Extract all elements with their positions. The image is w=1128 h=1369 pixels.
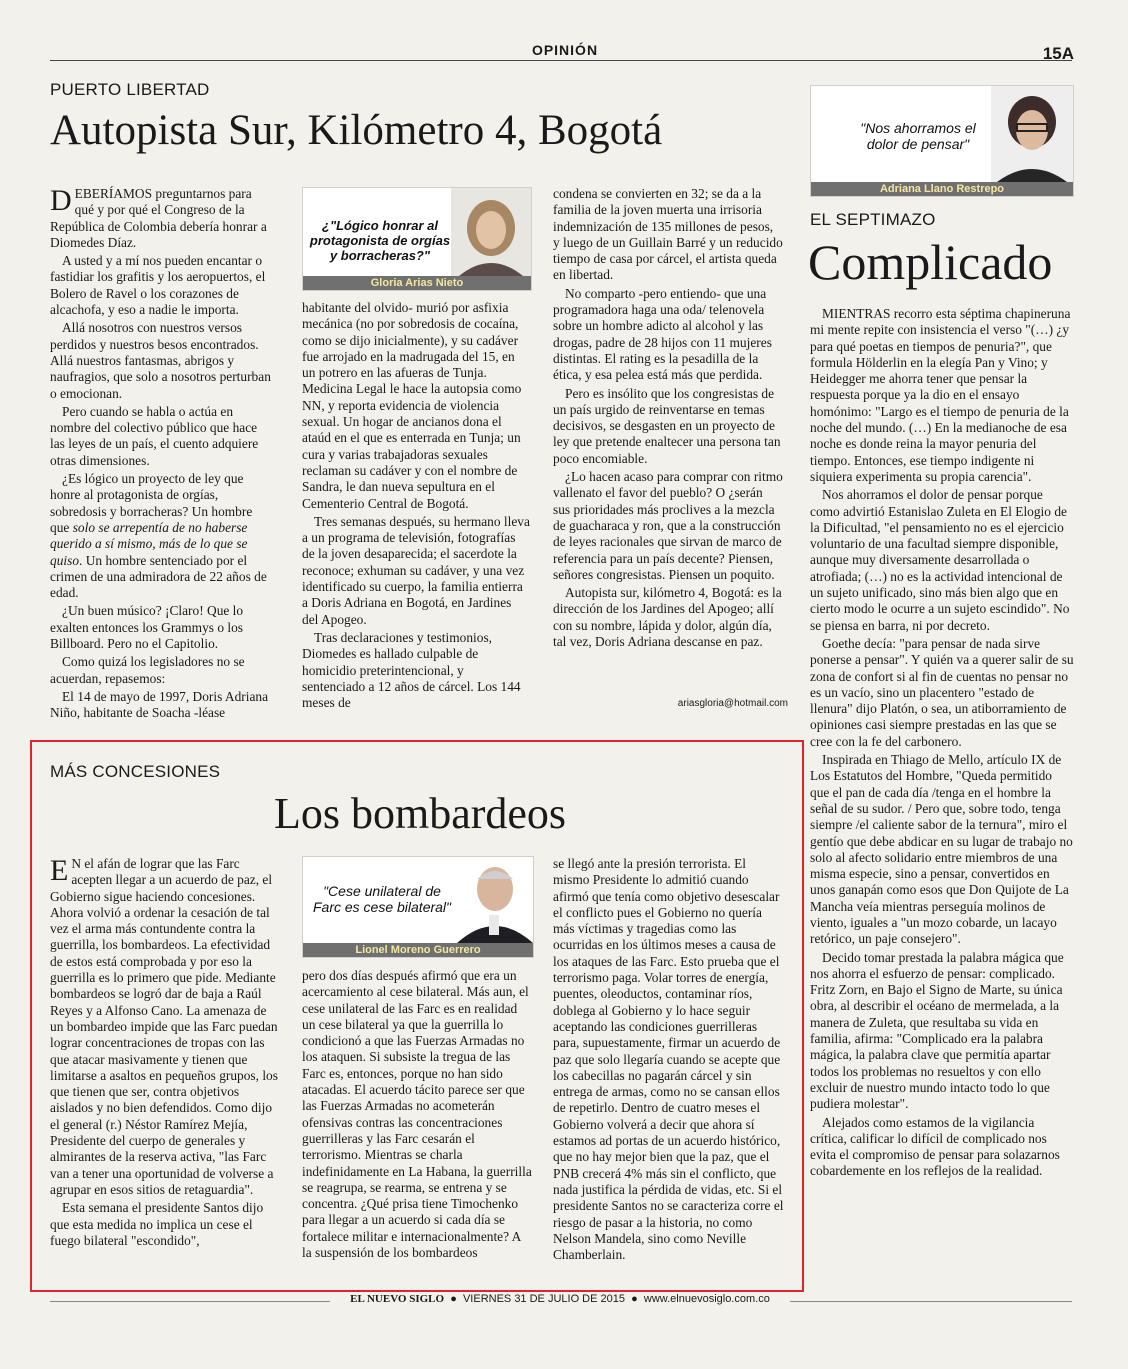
- author-photo: [451, 188, 531, 276]
- article1-paragraph: habitante del olvido- murió por asfixia mecánica (no por sobredosis de cocaína, como se dijo inicialmente), y su cadáver fue arrojado en la madrugada del 15, en un potrero en las afueras de Tunja. Medicina Legal le hace la autopsia como NN, y reporta evidencia de violencia sexual. Un hogar de ancianos dona el ataúd en el que es enterrada en Tunja; un cura y varias trabajadoras sexuales reclaman su cadáver y con el nombre de Sandra, le dan nueva sepultura en el Cementerio Central de Bogotá.: [302, 300, 522, 511]
- article1-pull-quote: ¿"Lógico honrar al protagonista de orgías y borracheras?": [309, 218, 451, 263]
- article1-paragraph: Tres semanas después, su hermano lleva a un programa de televisión, fotografías de la joven desaparecida; el sacerdote la reconoce; exhuman su cadáver, y una vez identificado su cuerpo, la familia entierra a Doris Adriana en Bogotá, en Jardines del Apogeo.: [302, 513, 530, 627]
- article1-paragraph: Tras declaraciones y testimonios, Diomedes es hallado culpable de homicidio preterintencional, y sentenciado a 12 años de cárcel. Los 144 meses de: [302, 629, 521, 711]
- article2-kicker: EL SEPTIMAZO: [810, 210, 936, 229]
- article1-paragraph: A usted y a mí nos pueden encantar o fastidiar los grafitis y los aeropuertos, el Bolero de Ravel o los corazones de alcachofa, y eso a nadie le importa.: [50, 253, 266, 318]
- author-email[interactable]: ariasgloria@hotmail.com: [677, 698, 788, 709]
- page-number: 15A: [1042, 44, 1074, 63]
- article3-paragraph: pero dos días después afirmó que era un acercamiento al cese bilateral. Más aun, el cese unilateral de las Farc es en realidad un cese bilateral ya que la guerrilla lo condicionó a que las Fuerzas Armadas no los ataquen. Si subsiste la tregua de las Farc es, entonces, porque no han sido atacadas. El acuerdo tácito parece ser que las Fuerzas Armadas no acometerán ofensivas contras las concentraciones guerrilleras y las Farc cesarán el terrorismo. Mientras se charla indefinidamente en La Habana, la guerrilla se reagrupa, se rearma, se entrena y se concentra. ¿Qué prisa tiene Timochenko para llegar a un acuerdo si cada día se fortalece militar e internacionalmente? A la suspensión de los bombardeos: [302, 968, 532, 1261]
- article3-paragraph: se llegó ante la presión terrorista. El mismo Presidente lo admitió cuando afirmó que tenía como objetivo desescalar el conflicto pues el Gobierno no quería más víctimas y tragedias como las ocurridas en los últimos meses a causa de los ataques de las Farc. Esto prueba que el terrorismo paga. Volar torres de energía, puentes, oleoductos, contaminar ríos, doblega al Gobierno y lo hace seguir aceptando las condiciones guerrilleras para, supuestamente, firmar un acuerdo de paz que solo llegaría cuando se acepte que los cabecillas no pagarán cárcel y sin entrega de armas, como no se cansan ellos de repetirlo. Dentro de cuatro meses el Gobierno volverá a decir que ahora sí estamos ad portas de un acuerdo histórico, que no hay mejor bien que la paz, que el PNB crecerá 4% más sin el conflicto, que nada justifica la pérdida de vidas, etc. Si el presidente Santos no se caracteriza corre el riesgo de pasar a la historia, no como Nelson Mandela, sino como Neville Chamberlain.: [553, 856, 784, 1263]
- issue-date: VIERNES 31 DE JULIO DE 2015: [462, 1293, 625, 1305]
- article1-author-box: [302, 187, 532, 291]
- article3-title: Los bombardeos: [273, 789, 567, 838]
- article2-column: [810, 306, 1074, 1290]
- footer-bar: [330, 1293, 790, 1305]
- article1-paragraph: Allá nosotros con nuestros versos perdidos y nuestros besos encontrados. Allá nuestros fantasmas, abrigos y naufragios, que solo a nosotros perturban o emocionan.: [50, 320, 271, 401]
- author-photo: [453, 857, 533, 943]
- article3-column-2: [302, 968, 532, 1284]
- article1-paragraph: condena se convierten en 32; se da a la familia de la joven muerta una irrisoria indemnización de 135 millones de pesos, y luego de un Guillain Barré y un reducido tiempo de casa por cárcel, el artista queda en libertad.: [553, 186, 783, 283]
- article1-paragraph: Pero es insólito que los congresistas de un país urgido de reinventarse en temas decisivos, se desgasten en un proyecto de ley que pretende enaltecer una persona tan poco encomiable.: [553, 385, 781, 466]
- article2-paragraph: MIENTRAS recorro esta séptima chapineruna mi mente repite con insistencia el verso "(…) ¿y para qué poetas en tiempos de penuria?", que formula Hölderlin en la elegía Pan y Vino; y Heidegger me ahorra tener que pensar la respuesta porque ya la dio en el ensayo homónimo: "Largo es el tiempo de penuria de la noche del mundo. (…) En la medianoche de esa noche es donde reina la mayor penuria del tiempo. Entonces, ese tiempo indigente ni siquiera experimenta su propia carencia".: [810, 306, 1071, 484]
- article2-paragraph: Alejados como estamos de la vigilancia crítica, calificar lo difícil de complicado nos evita el compromiso de pensar para solazarnos cobardemente en los reflejos de la realidad.: [810, 1114, 1060, 1179]
- article1-author-name: Gloria Arias Nieto: [303, 276, 531, 290]
- header-rule: [50, 60, 1072, 61]
- article3-paragraph: Esta semana el presidente Santos dijo que esta medida no implica un cese el fuego bilateral "escondido",: [50, 1200, 264, 1248]
- article2-paragraph: Goethe decía: "para pensar de nada sirve ponerse a pensar". Y quién va a querer salir de su zona de confort si al fin de cuentas no pensar no es un vacío, sino un placentero "estado de llenura" dijo Platón, o sea, un atiborramiento de opiniones casi siempre prestadas en las que se cree con la fe del carbonero.: [810, 635, 1074, 749]
- article2-paragraph: Decido tomar prestada la palabra mágica que nos ahorra el esfuerzo de pensar: complicado. Fritz Zorn, en Bajo el Signo de Marte, su única obra, al describir el océano de mermelada, a la manera de Zuleta, que resultaba su vida en familia, afirma: "Complicado era la palabra mágica, la palabra clave que permitía apartar todos los problemas no resueltos y con ello excluir de nuestro mundo intacto todo lo que pudiera molestar".: [810, 949, 1064, 1112]
- article1-kicker: PUERTO LIBERTAD: [50, 80, 210, 99]
- article3-column-1: [50, 856, 278, 1282]
- article2-paragraph: Inspirada en Thiago de Mello, artículo IX de Los Estatutos del Hombre, "Queda permitido que el pan de cada día /tenga en el hombre la señal de su sudor. / Pero que, sobre todo, tenga siempre /el caliente sabor de la ternura", miro el gentío que debe abdicar en su lugar de trabajo no solo al afecto solidario entre miembros de una misma especie, sino a pensar, convertidos en unos ganapán como esos que Don Quijote de La Mancha veía mientras perseguía molinos de viento, iguales a "un mozo cobarde, un lacayo retórico, un paje consejero".: [810, 752, 1073, 947]
- article2-author-box: [810, 85, 1074, 197]
- article1-paragraph: El 14 de mayo de 1997, Doris Adriana Niño, habitante de Soacha -léase: [50, 688, 269, 721]
- bullet-icon: ●: [628, 1293, 641, 1305]
- article3-author-box: [302, 856, 534, 958]
- author-photo: [991, 86, 1073, 182]
- masthead: EL NUEVO SIGLO: [350, 1293, 445, 1305]
- article3-kicker: MÁS CONCESIONES: [50, 762, 221, 781]
- article2-title: Complicado: [808, 234, 1053, 290]
- article2-pull-quote: "Nos ahorramos el dolor de pensar": [860, 120, 976, 152]
- article2-paragraph: Nos ahorramos el dolor de pensar porque como advirtió Estanislao Zuleta en El Elogio de la Dificultad, "el pensamiento no es el ejercicio voluntario de una facultad siempre disponible, aunque muy diversamente desarrollada o atrofiada; (…) no es la actividad intencional de un sujeto unificado, sino más bien algo que en cierto modo le ocurre a un sujeto escindido". No se piensa en barra, ni por decreto.: [810, 487, 1070, 633]
- article1-paragraph: Pero cuando se habla o actúa en nombre del colectivo público que hace las leyes de un país, el cuento adquiere otras dimensiones.: [50, 403, 259, 468]
- article1-column-2: [302, 300, 530, 712]
- article1-column-3: [553, 186, 783, 696]
- section-label: OPINIÓN: [531, 42, 599, 58]
- bullet-icon: ●: [447, 1293, 460, 1305]
- article1-paragraph: ¿Es lógico un proyecto de ley que honre al protagonista de orgías, sobredosis y borracheras? Un hombre que solo se arrepentía de no haberse querido a sí mismo, más de lo que se quiso. Un hombre sentenciado por el crimen de una admiradora de 22 años de edad.: [50, 471, 267, 601]
- drop-cap: D: [50, 184, 72, 217]
- article3-pull-quote: "Cese unilateral de Farc es cese bilateral": [312, 883, 452, 915]
- drop-cap: E: [50, 854, 69, 887]
- article1-paragraph: No comparto -pero entiendo- que una programadora haga una oda/ telenovela sobre un hombre adicto al alcohol y las drogas, padre de 28 hijos con 11 mujeres distintas. El rating es la pesadilla de la ética, y esa pelea está más que perdida.: [553, 285, 772, 383]
- article1-paragraph: Autopista sur, kilómetro 4, Bogotá: es la dirección de los Jardines del Apogeo; allí con su nombre, lápida y dolor, algún día, tal vez, Doris Adriana descanse en paz.: [553, 585, 782, 650]
- article1-paragraph: ¿Un buen músico? ¡Claro! Que lo exalten entonces los Grammys o los Billboard. Pero no el Capitolio.: [50, 603, 244, 652]
- article1-paragraph: Como quizá los legisladores no se acuerdan, repasemos:: [50, 654, 245, 686]
- article3-author-name: Lionel Moreno Guerrero: [303, 943, 533, 957]
- article1-title: Autopista Sur, Kilómetro 4, Bogotá: [50, 107, 663, 154]
- article1-paragraph: DEBERÍAMOS preguntarnos para qué y por qué el Congreso de la República de Colombia debería honrar a Diomedes Díaz.: [50, 184, 267, 250]
- article1-paragraph: ¿Lo hacen acaso para comprar con ritmo vallenato el favor del pueblo? O ¿serán sus prioridades más proclives a la mezcla de guacharaca y ron, que a la construcción de leyes racionales que sirvan de marco de referencia para un país decente? Piensen, señores congresistas. Piensen un poquito.: [553, 469, 783, 582]
- article2-author-name: Adriana Llano Restrepo: [811, 182, 1073, 196]
- article3-column-3: [553, 856, 785, 1284]
- article1-column-1: [50, 184, 272, 721]
- article3-paragraph: E N el afán de lograr que las Farc acepten llegar a un acuerdo de paz, el Gobierno sigue haciendo concesiones. Ahora volvió a ordenar la cesación de tal vez el arma más contundente contra la guerrilla, los bombardeos. La efectividad de estos está comprobada y por eso la guerrilla es lo primero que pide. Mediante bombardeos se logró dar de baja a Raúl Reyes y a Alfonso Cano. La amenaza de un bombardeo impide que las Farc puedan lograr concentraciones de tropas con las que atacar masivamente y tienen que limitarse a asaltos en pequeños grupos, los que tienen que ser, contra objetivos aislados y no bien defendidos. Como dijo el general (r.) Néstor Ramírez Mejía, Presidente del cuerpo de generales y almirantes de la reserva activa, "las Farc van a tener una oportunidad de volverse a agrupar en esos sitios de retaguardia".: [50, 854, 278, 1197]
- website-link[interactable]: www.elnuevosiglo.com.co: [643, 1293, 770, 1305]
